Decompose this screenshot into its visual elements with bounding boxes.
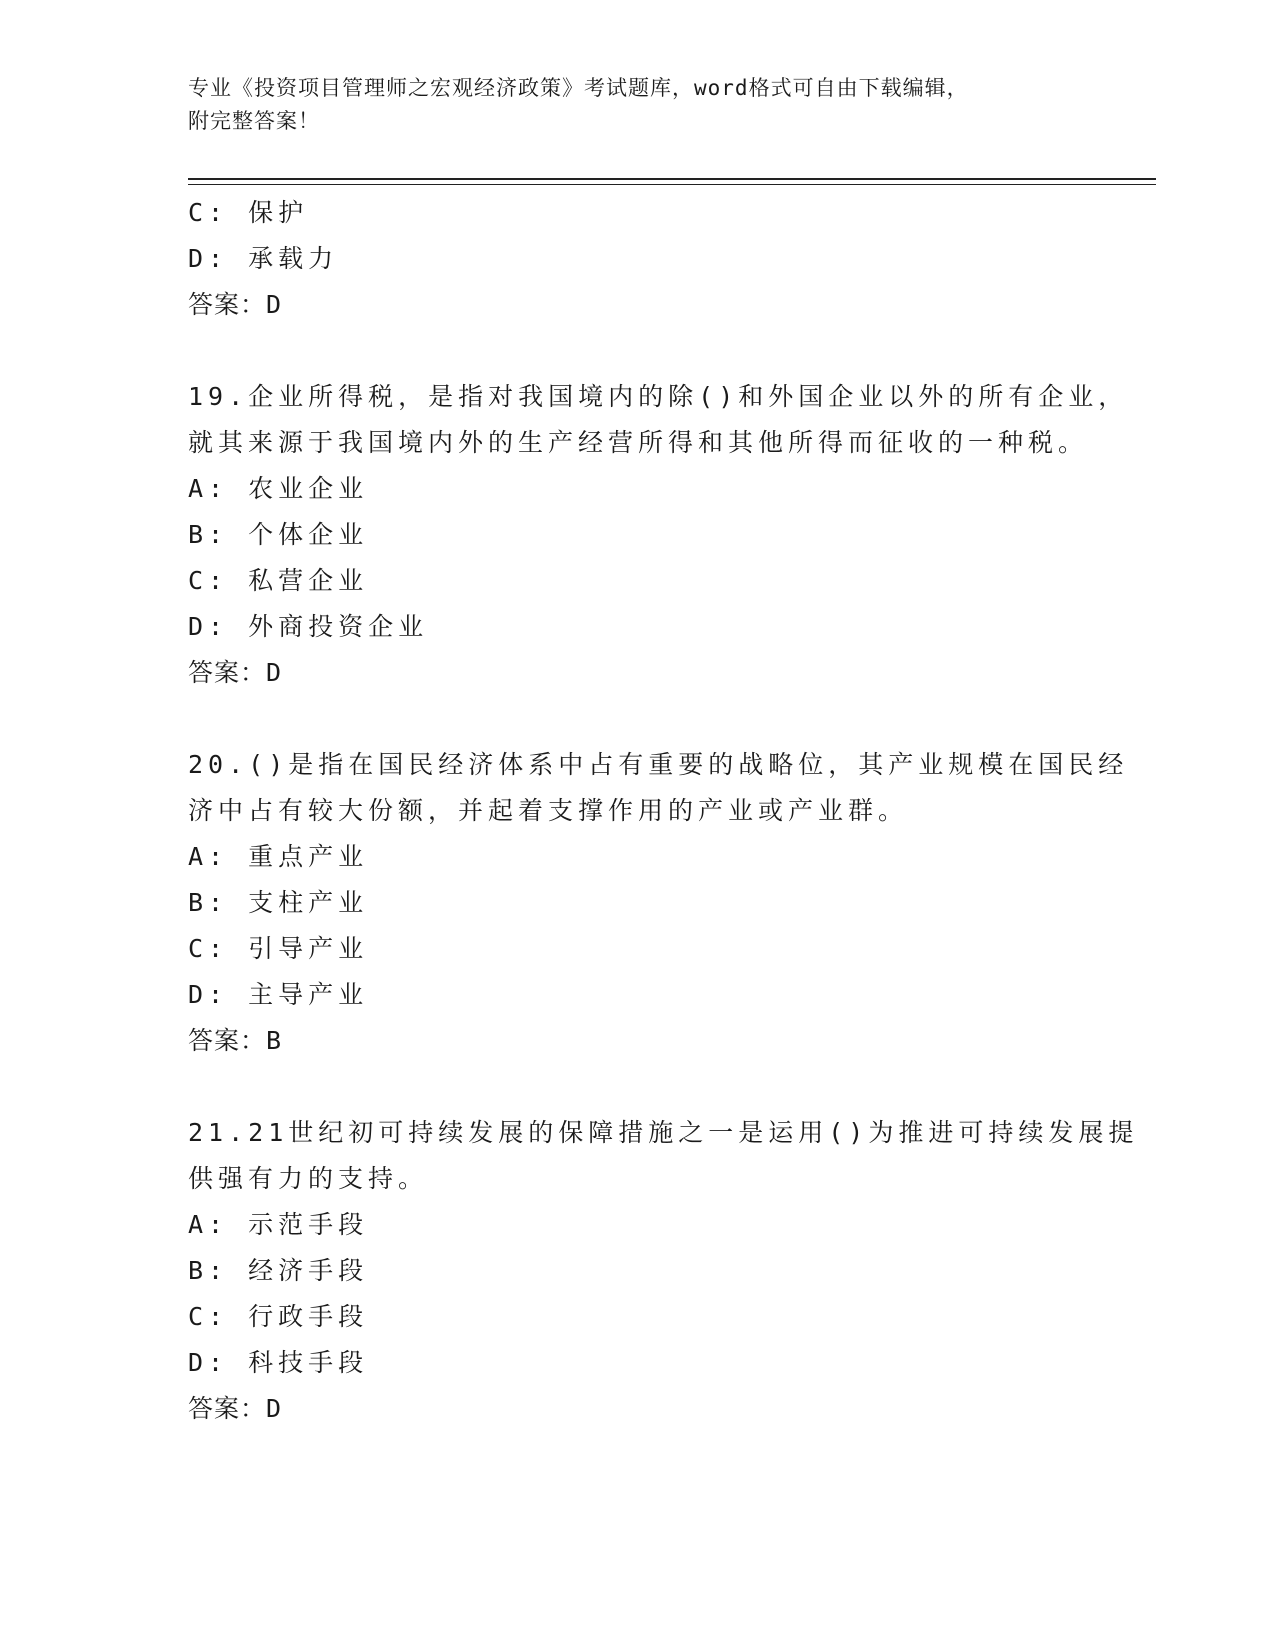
answer-line: 答案：D bbox=[188, 1394, 283, 1423]
option-d: D: 外商投资企业 bbox=[188, 612, 429, 641]
option-c: C: 引导产业 bbox=[188, 934, 369, 963]
option-b: B: 支柱产业 bbox=[188, 888, 369, 917]
question-stem-line: 20.()是指在国民经济体系中占有重要的战略位，其产业规模在国民经 bbox=[188, 750, 1129, 779]
answer-line: 答案：D bbox=[188, 290, 283, 319]
option-a: A: 重点产业 bbox=[188, 842, 369, 871]
option-a: A: 示范手段 bbox=[188, 1210, 369, 1239]
option-b: B: 经济手段 bbox=[188, 1256, 369, 1285]
option-a: A: 农业企业 bbox=[188, 474, 369, 503]
page-header bbox=[188, 72, 1068, 138]
option-d: D: 主导产业 bbox=[188, 980, 369, 1009]
question-20 bbox=[188, 742, 1129, 1064]
answer-line: 答案：D bbox=[188, 658, 283, 687]
question-21 bbox=[188, 1110, 1139, 1432]
option-d: D: 科技手段 bbox=[188, 1348, 369, 1377]
question-stem-line: 19.企业所得税，是指对我国境内的除()和外国企业以外的所有企业， bbox=[188, 382, 1129, 411]
question-stem-line: 就其来源于我国境内外的生产经营所得和其他所得而征收的一种税。 bbox=[188, 428, 1089, 457]
header-line-1: 专业《投资项目管理师之宏观经济政策》考试题库，word格式可自由下载编辑， bbox=[188, 76, 969, 100]
option-c: C: 保护 bbox=[188, 198, 309, 227]
header-divider bbox=[188, 178, 1156, 185]
question-list bbox=[188, 190, 1139, 1432]
answer-line: 答案：B bbox=[188, 1026, 283, 1055]
question-stem-line: 济中占有较大份额，并起着支撑作用的产业或产业群。 bbox=[188, 796, 909, 825]
option-b: B: 个体企业 bbox=[188, 520, 369, 549]
header-line-2: 附完整答案！ bbox=[188, 109, 320, 133]
option-c: C: 行政手段 bbox=[188, 1302, 369, 1331]
option-c: C: 私营企业 bbox=[188, 566, 369, 595]
carryover-question bbox=[188, 190, 1088, 328]
option-d: D: 承载力 bbox=[188, 244, 339, 273]
question-stem-line: 21.21世纪初可持续发展的保障措施之一是运用()为推进可持续发展提 bbox=[188, 1118, 1139, 1147]
question-stem-line: 供强有力的支持。 bbox=[188, 1164, 429, 1193]
question-19 bbox=[188, 374, 1129, 696]
